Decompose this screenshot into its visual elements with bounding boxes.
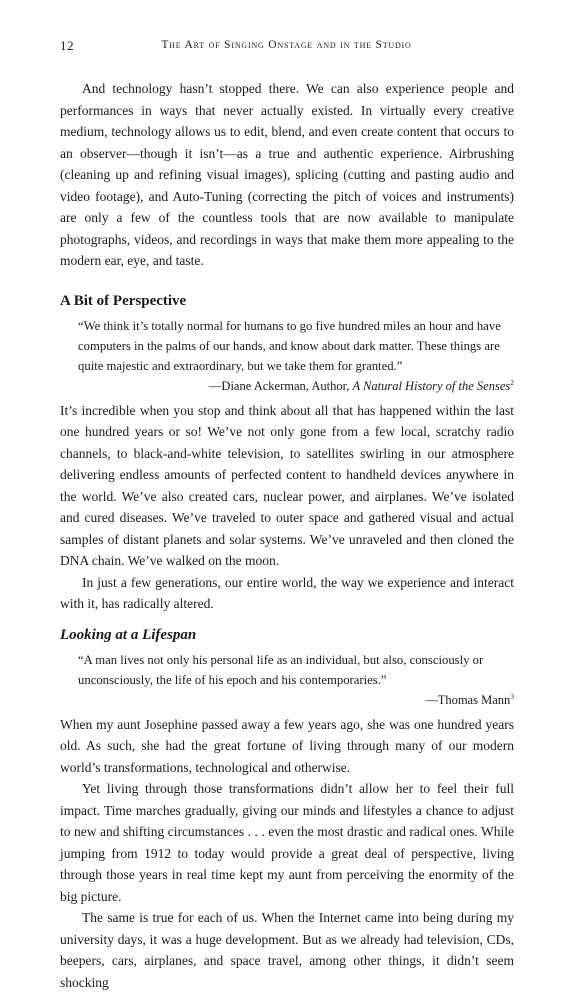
body-paragraph: The same is true for each of us. When the Internet came into being during my university days, it was a huge development. But as we already had television, CDs, beepers, cars, airplanes, and space travel, among other things, it didn’t seem shocking: [60, 910, 514, 990]
epigraph-quote: “We think it’s totally normal for humans to go five hundred miles an hour and have computers in the palms of our hands, and know about dark matter. These things are quite majestic and extraordinary, but we take them for granted.”: [78, 318, 501, 373]
body-paragraph: When my aunt Josephine passed away a few years ago, she was one hundred years old. As such, she had the great fortune of living through many of our modern world’s transformations, technological and otherwise.: [60, 716, 514, 775]
epigraph-mann: [78, 650, 514, 710]
body-paragraph: In just a few generations, our entire world, the way we experience and interact with it, has radically altered.: [60, 574, 514, 611]
page-body: [60, 78, 514, 993]
body-paragraph: It’s incredible when you stop and think about all that has happened within the last one hundred years or so! We’ve not only gone from a few local, scratchy radio channels, to black-and-white television, to satellites swirling in our atmosphere delivering endless amounts of perfected content to handheld devices anywhere in the world. We’ve also created cars, nuclear power, and airplanes. We’ve isolated and cured diseases. We’ve traveled to outer space and gathered visual and actual samples of distant planets and solar systems. We’ve unraveled and then cloned the DNA chain. We’ve walked on the moon.: [60, 402, 514, 568]
epigraph-attribution: [78, 376, 514, 396]
epigraph-work-title: A Natural History of the Senses: [352, 378, 511, 393]
footnote-marker: 3: [510, 691, 514, 701]
page-number: 12: [60, 38, 75, 53]
epigraph-author: —Diane Ackerman, Author,: [208, 378, 353, 393]
epigraph-author: —Thomas Mann: [425, 692, 511, 707]
running-title: The Art of Singing Onstage and in the Studio: [161, 39, 412, 51]
section-heading-lifespan: Looking at a Lifespan: [60, 626, 197, 643]
epigraph-quote: “A man lives not only his personal life as an individual, but also, consciously or unconsciously, the life of his epoch and his contemporaries.”: [78, 652, 484, 687]
footnote-marker: 2: [510, 377, 514, 387]
section-heading-perspective: A Bit of Perspective: [60, 292, 187, 309]
body-paragraph: Yet living through those transformations didn’t allow her to feel their full impact. Time marches gradually, giving our minds and lifestyles a chance to adjust to new and shifting circumstances . . . even the most drastic and radical ones. While jumping from 1912 to today would provide a great deal of perspective, living through those years in real time kept my aunt from perceiving the enormity of the big picture.: [60, 781, 514, 904]
epigraph-attribution: [78, 690, 514, 710]
intro-paragraph: And technology hasn’t stopped there. We can also experience people and performances in ways that never actually existed. In virtually every creative medium, technology allows us to edit, blend, and even create content that occurs to an observer—though it isn’t—as a true and authentic experience. Airbrushing (cleaning up and refining visual images), splicing (cutting and pasting audio and video footage), and Auto-Tuning (correcting the pitch of voices and instruments) are only a few of the countless tools that are now available to manipulate photographs, videos, and recordings in ways that make them more appealing to the modern ear, eye, and taste.: [60, 81, 514, 268]
epigraph-ackerman: [78, 316, 514, 396]
